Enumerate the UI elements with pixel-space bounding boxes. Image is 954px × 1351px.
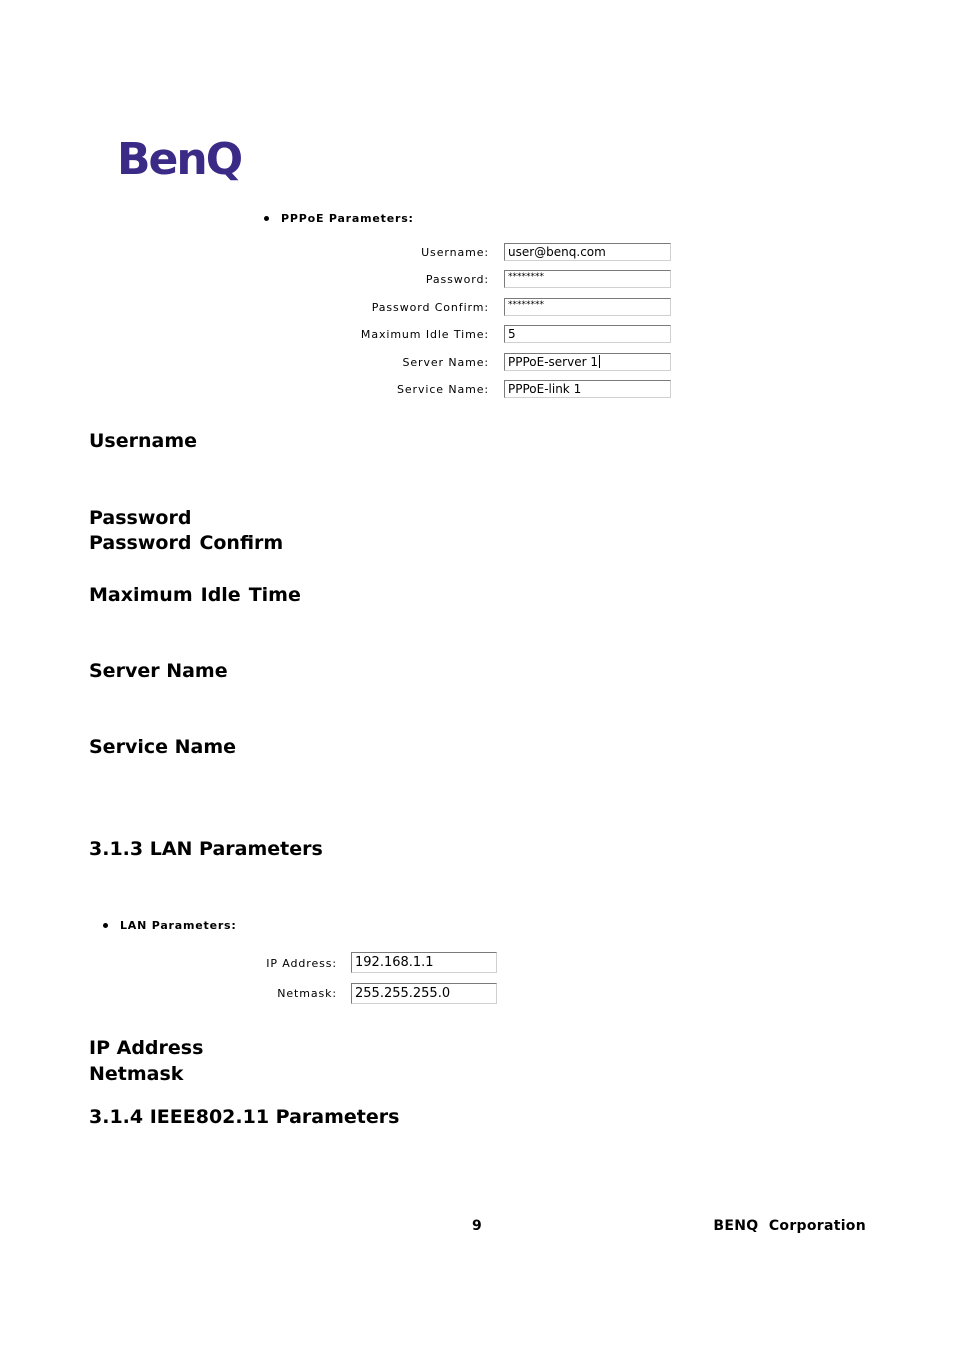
pppoe-parameters-title <box>264 212 414 225</box>
server-name-input-value: PPPoE-server 1 <box>508 355 598 369</box>
heading-server-name: Server Name <box>89 660 228 682</box>
server-name-label: Server Name: <box>402 356 489 369</box>
heading-max-idle-word2: Idle <box>200 584 241 606</box>
username-label: Username: <box>421 246 489 259</box>
benq-logo: BenQ <box>117 134 242 185</box>
footer-corporation: BENQ Corporation <box>713 1218 866 1234</box>
heading-password-confirm-word2: Confirm <box>199 532 284 554</box>
netmask-input-value: 255.255.255.0 <box>355 986 451 1001</box>
netmask-input[interactable] <box>351 983 497 1004</box>
password-input[interactable] <box>504 270 671 288</box>
service-name-input[interactable] <box>504 380 671 398</box>
ip-address-input[interactable] <box>351 952 497 973</box>
password-confirm-input-value: ******** <box>508 300 544 310</box>
heading-service-name: Service Name <box>89 736 237 758</box>
service-name-input-value: PPPoE-link 1 <box>508 382 582 396</box>
max-idle-time-input[interactable] <box>504 325 671 343</box>
bullet-icon <box>103 923 108 928</box>
page-number: 9 <box>472 1218 482 1234</box>
password-confirm-label: Password Confirm: <box>371 301 489 314</box>
section-lan-parameters: 3.1.3 LAN Parameters <box>89 838 323 860</box>
password-confirm-input[interactable] <box>504 298 671 316</box>
max-idle-time-input-value: 5 <box>508 327 516 341</box>
netmask-label: Netmask: <box>277 987 337 1000</box>
password-label: Password: <box>425 273 489 286</box>
username-input[interactable] <box>504 243 671 261</box>
password-input-value: ******** <box>508 272 544 282</box>
heading-max-idle-word3: Time <box>248 584 301 606</box>
bullet-icon <box>264 216 269 221</box>
heading-password-confirm <box>89 531 283 555</box>
heading-max-idle-time <box>89 583 301 607</box>
heading-password: Password <box>89 507 192 529</box>
ip-address-input-value: 192.168.1.1 <box>355 955 434 970</box>
heading-username: Username <box>89 430 198 452</box>
pppoe-parameters-title-text: PPPoE Parameters: <box>281 212 414 225</box>
service-name-label: Service Name: <box>396 383 489 396</box>
section-ieee80211-parameters: 3.1.4 IEEE802.11 Parameters <box>89 1106 400 1128</box>
text-cursor <box>599 355 600 368</box>
server-name-input[interactable] <box>504 353 671 371</box>
heading-password-confirm-word1: Password <box>89 532 192 554</box>
lan-parameters-title-text: LAN Parameters: <box>120 919 237 932</box>
heading-netmask: Netmask <box>89 1063 184 1085</box>
heading-max-idle-word1: Maximum <box>89 584 193 606</box>
ip-address-label: IP Address: <box>266 957 337 970</box>
max-idle-time-label: Maximum Idle Time: <box>360 328 489 341</box>
lan-parameters-title <box>103 919 237 932</box>
heading-ip-address: IP Address <box>89 1037 204 1059</box>
username-input-value: user@benq.com <box>508 245 606 259</box>
